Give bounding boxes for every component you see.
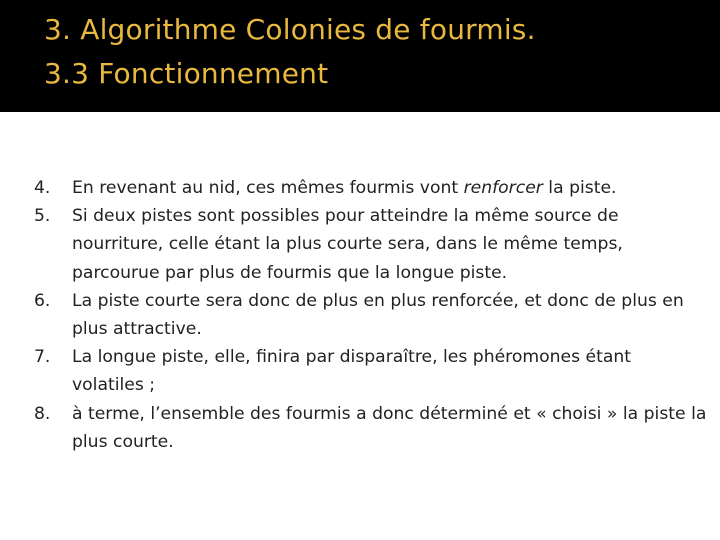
list-item: [0, 400, 720, 456]
list-item: [0, 202, 720, 287]
list-item-number: 4.: [34, 178, 51, 198]
emphasized-word: renforcer: [463, 178, 543, 198]
list-item-text: La longue piste, elle, finira par disparaître, les phéromones étant volatiles ;: [72, 347, 631, 396]
list-item-text: En revenant au nid, ces mêmes fourmis vont renforcer la piste.: [72, 178, 617, 198]
list-item: [0, 174, 720, 202]
list-item-number: 8.: [34, 403, 51, 424]
list-item: [0, 343, 720, 399]
list-item-number: 5.: [34, 206, 51, 227]
title-bar: [0, 0, 720, 112]
slide-body: [0, 112, 720, 540]
numbered-list: [0, 174, 720, 456]
slide-title-line-2: 3.3 Fonctionnement: [44, 57, 329, 90]
list-item-number: 7.: [34, 347, 51, 368]
list-item: [0, 287, 720, 343]
slide-title-line-1: 3. Algorithme Colonies de fourmis.: [44, 13, 536, 46]
list-item-number: 6.: [34, 290, 51, 311]
list-item-text: Si deux pistes sont possibles pour atteindre la même source de nourriture, celle étant la plus courte sera, dans le même temps, parcourue par plus de fourmis que la longue piste.: [72, 206, 623, 283]
list-item-text: à terme, l’ensemble des fourmis a donc déterminé et « choisi » la piste la plus courte.: [72, 403, 707, 452]
list-item-text: La piste courte sera donc de plus en plus renforcée, et donc de plus en plus attractive.: [72, 290, 684, 340]
